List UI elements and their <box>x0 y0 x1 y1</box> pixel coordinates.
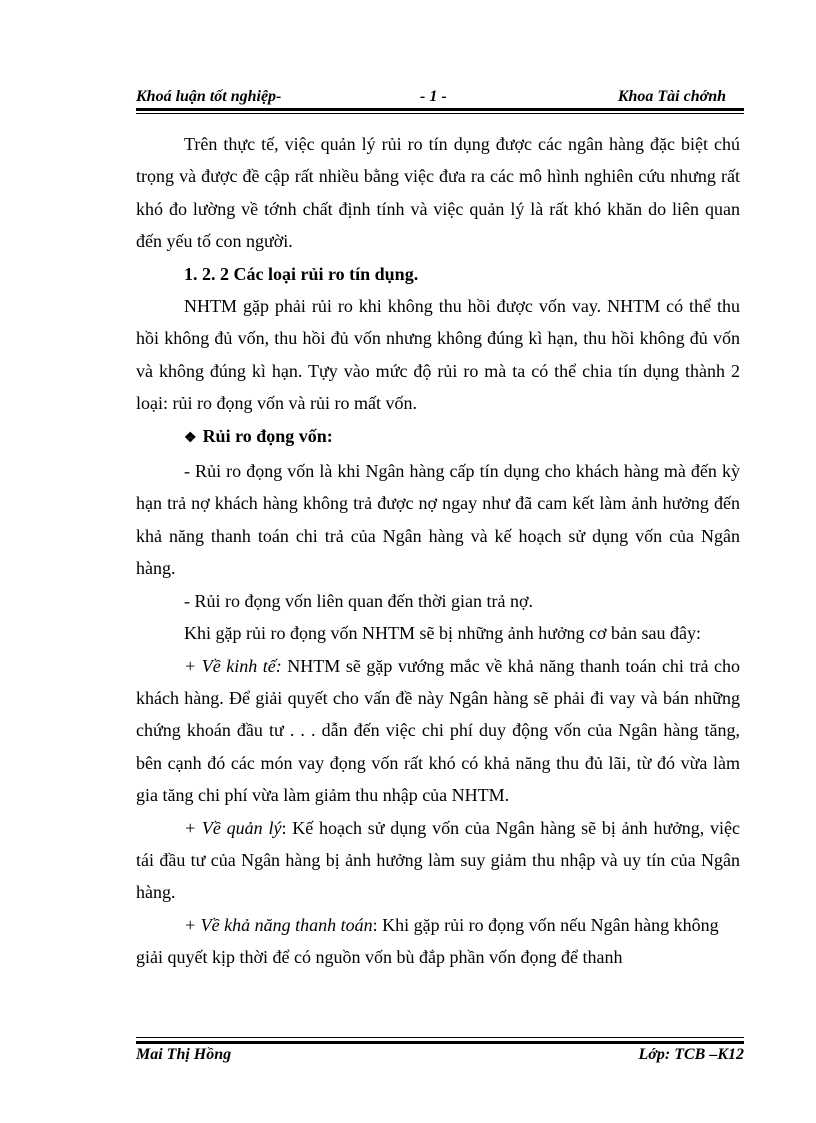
liquidity-text: : Khi gặp rủi ro đọng vốn nếu Ngân hàng không giải quyết kịp thời để có nguồn vốn bù đắp phần vốn đọng để thanh <box>136 914 719 968</box>
page-footer <box>136 1044 744 1068</box>
footer-class: Lớp: TCB –K12 <box>638 1046 744 1063</box>
paragraph-intro: Trên thực tế, việc quản lý rủi ro tín dụng được các ngân hàng đặc biệt chú trọng và được đề cập rất nhiều bằng việc đưa ra các mô hình nghiên cứu nhưng rất khó đo lường về tớnh chất định tính và việc quản lý là rất khó khăn do liên quan đến yếu tố con người. <box>136 134 740 252</box>
liquidity-label: + Về khả năng thanh toán <box>184 914 373 935</box>
paragraph-effects-intro: Khi gặp rủi ro đọng vốn NHTM sẽ bị những ảnh hưởng cơ bản sau đây: <box>184 623 701 644</box>
paragraph-liquidity <box>136 909 740 974</box>
management-label: + Về quản lý <box>184 817 282 838</box>
footer-rule-thin <box>136 1037 744 1038</box>
diamond-bullet-icon: ❖ <box>184 430 197 446</box>
paragraph-definition: - Rủi ro đọng vốn là khi Ngân hàng cấp tín dụng cho khách hàng mà đến kỳ hạn trả nợ khách hàng không trả được nợ ngay như đã cam kết làm ảnh hưởng đến khả năng thanh toán chi trả của Ngân hàng và kế hoạch sử dụng vốn của Ngân hàng. <box>136 461 740 579</box>
paragraph-economic <box>136 650 740 812</box>
paragraph-management <box>136 812 740 909</box>
header-faculty-label: Khoa Tài chớnh <box>617 88 726 105</box>
paragraph-time-relation: - Rủi ro đọng vốn liên quan đến thời gian trả nợ. <box>184 590 533 611</box>
subheading-text: Rủi ro đọng vốn: <box>202 425 333 446</box>
header-thesis-label: Khoá luận tốt nghiệp- <box>136 88 282 105</box>
header-rule-thin <box>136 113 744 114</box>
footer-author: Mai Thị Hồng <box>136 1046 232 1063</box>
subheading <box>136 420 740 455</box>
economic-label: + Về kinh tế: <box>184 655 282 676</box>
page-header <box>136 84 744 108</box>
header-page-number: - 1 - <box>420 88 447 105</box>
management-text: : Kế hoạch sử dụng vốn của Ngân hàng sẽ bị ảnh hưởng, việc tái đầu tư của Ngân hàng bị ảnh hưởng làm suy giảm thu nhập và uy tín của Ngân hàng. <box>136 817 740 903</box>
page-body <box>136 128 740 974</box>
paragraph-risk-types: NHTM gặp phải rủi ro khi không thu hồi được vốn vay. NHTM có thể thu hồi không đủ vốn, thu hồi đủ vốn nhưng không đúng kì hạn, thu hồi không đủ vốn và không đúng kì hạn. Tựy vào mức độ rủi ro mà ta có thể chia tín dụng thành 2 loại: rủi ro đọng vốn và rủi ro mất vốn. <box>136 296 740 414</box>
section-heading: 1. 2. 2 Các loại rủi ro tín dụng. <box>184 263 419 284</box>
economic-text: NHTM sẽ gặp vướng mắc về khả năng thanh toán chi trả cho khách hàng. Để giải quyết cho vấn đề này Ngân hàng sẽ phải đi vay và bán những chứng khoán đầu tư . . . dẫn đến việc chi phí duy động vốn của Ngân hàng tăng, bên cạnh đó các món vay đọng vốn rất khó có khả năng thu đủ lãi, từ đó vừa làm gia tăng chi phí vừa làm giảm thu nhập của NHTM. <box>136 655 740 806</box>
header-rule-thick <box>136 108 744 111</box>
